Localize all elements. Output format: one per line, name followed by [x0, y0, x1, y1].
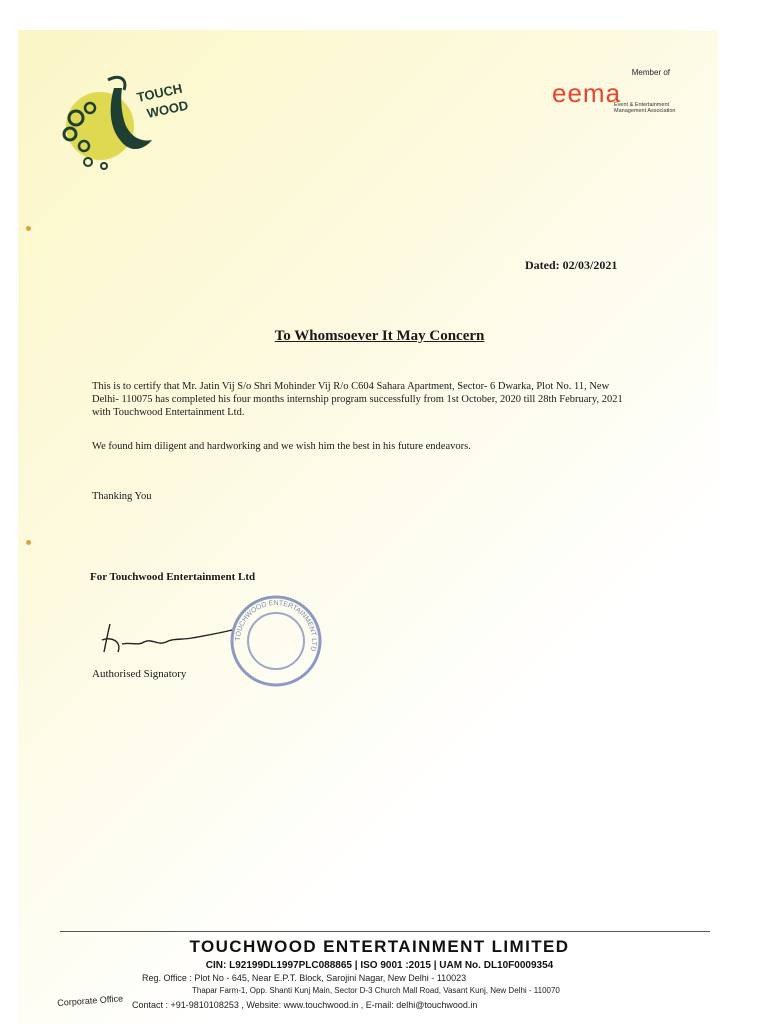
letter-paper	[18, 30, 718, 1024]
scan-speck	[26, 226, 31, 231]
footer-registration: CIN: L92199DL1997PLC088865 | ISO 9001 :2015 | UAM No. DL10F0009354	[205, 960, 554, 971]
letter-paragraph-2: We found him diligent and hardworking and we wish him the best in his future endeavors.	[92, 441, 471, 452]
scan-speck	[26, 540, 31, 545]
letter-paragraph-1: This is to certify that Mr. Jatin Vij S/o Shri Mohinder Vij R/o C604 Sahara Apartment, Sector- 6 Dwarka, Plot No. 11, New Delhi- 110075 has completed his four months internship program successfully from 1st October, 2020 till 28th February, 2021 with Touchwood Entertainment Ltd.	[92, 381, 623, 418]
company-stamp	[226, 592, 326, 690]
handwritten-signature	[92, 612, 242, 662]
letter-date: Dated: 02/03/2021	[525, 258, 618, 272]
svg-text:WOOD: WOOD	[145, 97, 190, 121]
eema-logo	[552, 68, 676, 124]
stamp-text: TOUCHWOOD ENTERTAINMENT LTD	[234, 599, 318, 652]
footer-company-name: TOUCHWOOD ENTERTAINMENT LIMITED	[189, 937, 570, 956]
eema-tagline: Event & Entertainment Management Association	[614, 102, 676, 114]
footer-corporate-office: Thapar Farm-1, Opp. Shanti Kunj Main, Sector D-3 Church Mall Road, Vasant Kunj, New Delhi - 110070	[192, 986, 560, 995]
eema-member-of: Member of	[631, 68, 670, 77]
footer-reg-office: Reg. Office : Plot No - 645, Near E.P.T. Block, Sarojini Nagar, New Delhi - 110023	[142, 973, 467, 983]
letter-closing: Thanking You	[92, 491, 152, 502]
letter-heading: To Whomsoever It May Concern	[274, 328, 485, 344]
touchwood-logo	[48, 68, 208, 178]
svg-text:TOUCH: TOUCH	[135, 80, 184, 105]
authorised-signatory: Authorised Signatory	[92, 668, 187, 680]
footer-divider	[60, 931, 710, 932]
eema-wordmark: eema	[552, 78, 622, 108]
footer-contact: Contact : +91-9810108253 , Website: www.touchwood.in , E-mail: delhi@touchwood.in	[132, 1000, 478, 1010]
for-company-line: For Touchwood Entertainment Ltd	[90, 571, 256, 583]
footer-corporate-label: Corporate Office	[57, 993, 124, 1008]
